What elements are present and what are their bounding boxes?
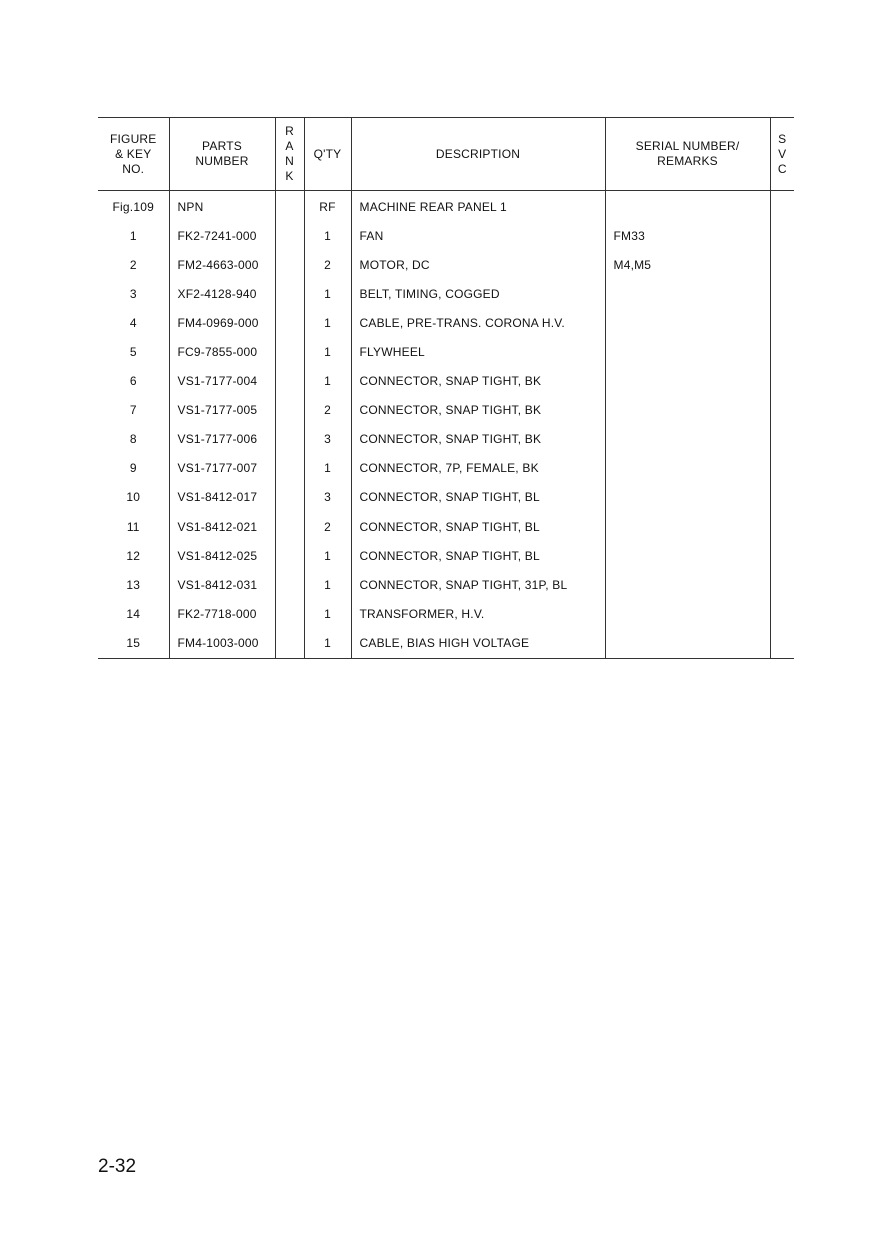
svc-cell xyxy=(770,367,794,396)
table-row xyxy=(98,191,794,222)
description-cell: BELT, TIMING, COGGED xyxy=(351,279,605,308)
description-cell: CONNECTOR, SNAP TIGHT, 31P, BL xyxy=(351,570,605,599)
serial-remarks-cell xyxy=(605,628,770,658)
description-cell: FLYWHEEL xyxy=(351,337,605,366)
qty-cell: 2 xyxy=(304,250,351,279)
header-parts-number-line: PARTS xyxy=(202,139,242,153)
table-row xyxy=(98,599,794,628)
serial-remarks-cell xyxy=(605,599,770,628)
description-cell: MACHINE REAR PANEL 1 xyxy=(351,191,605,222)
rank-cell xyxy=(275,337,304,366)
svc-cell xyxy=(770,628,794,658)
qty-cell: 2 xyxy=(304,512,351,541)
qty-cell: 1 xyxy=(304,279,351,308)
description-cell: FAN xyxy=(351,221,605,250)
qty-cell: 1 xyxy=(304,367,351,396)
header-rank-letter: K xyxy=(285,169,294,183)
table-row xyxy=(98,308,794,337)
rank-cell xyxy=(275,570,304,599)
qty-cell: 1 xyxy=(304,570,351,599)
header-parts-number xyxy=(169,118,275,191)
table-row xyxy=(98,541,794,570)
description-cell: CONNECTOR, SNAP TIGHT, BK xyxy=(351,367,605,396)
serial-remarks-cell xyxy=(605,367,770,396)
header-figure-key xyxy=(98,118,169,191)
parts-table xyxy=(98,117,794,659)
header-qty: Q'TY xyxy=(304,118,351,191)
rank-cell xyxy=(275,425,304,454)
svc-cell xyxy=(770,599,794,628)
figure-key-cell: 2 xyxy=(129,257,137,272)
rank-cell xyxy=(275,250,304,279)
table-row xyxy=(98,483,794,512)
figure-key-cell: 3 xyxy=(129,286,137,301)
serial-remarks-cell xyxy=(605,337,770,366)
qty-cell: 2 xyxy=(304,396,351,425)
figure-key-cell: 12 xyxy=(126,548,141,563)
part-number-cell: NPN xyxy=(169,191,275,222)
qty-cell: 1 xyxy=(304,337,351,366)
table-row xyxy=(98,454,794,483)
figure-key-cell: 1 xyxy=(129,228,137,243)
header-svc-letter: S xyxy=(778,131,787,146)
rank-cell xyxy=(275,541,304,570)
header-serial-remarks-line: SERIAL NUMBER/ xyxy=(635,139,740,153)
rank-cell xyxy=(275,396,304,425)
serial-remarks-cell: M4,M5 xyxy=(605,250,770,279)
rank-cell xyxy=(275,512,304,541)
part-number-cell: VS1-8412-017 xyxy=(169,483,275,512)
table-row xyxy=(98,279,794,308)
figure-key-cell: 11 xyxy=(126,519,140,534)
header-rank-letter: A xyxy=(285,139,294,153)
serial-remarks-cell xyxy=(605,570,770,599)
qty-cell: 1 xyxy=(304,221,351,250)
header-serial-remarks xyxy=(605,118,770,191)
table-row xyxy=(98,628,794,658)
header-svc-letter: C xyxy=(777,161,787,176)
figure-key-cell: 9 xyxy=(129,461,137,476)
qty-cell: 1 xyxy=(304,308,351,337)
qty-cell: 3 xyxy=(304,483,351,512)
figure-key-cell: 8 xyxy=(129,432,137,447)
rank-cell xyxy=(275,191,304,222)
rank-cell xyxy=(275,308,304,337)
table-row xyxy=(98,221,794,250)
rank-cell xyxy=(275,628,304,658)
table-row xyxy=(98,425,794,454)
figure-key-cell: Fig.109 xyxy=(112,199,154,214)
description-cell: CABLE, BIAS HIGH VOLTAGE xyxy=(351,628,605,658)
serial-remarks-cell xyxy=(605,279,770,308)
table-header-row xyxy=(98,118,794,191)
qty-cell: 1 xyxy=(304,454,351,483)
svc-cell xyxy=(770,250,794,279)
table-row xyxy=(98,367,794,396)
part-number-cell: FK2-7718-000 xyxy=(169,599,275,628)
serial-remarks-cell xyxy=(605,308,770,337)
header-svc-letter: V xyxy=(778,146,787,161)
rank-cell xyxy=(275,599,304,628)
svc-cell xyxy=(770,191,794,222)
svc-cell xyxy=(770,483,794,512)
table-row xyxy=(98,396,794,425)
part-number-cell: FC9-7855-000 xyxy=(169,337,275,366)
svc-cell xyxy=(770,425,794,454)
page-number: 2-32 xyxy=(98,1156,137,1177)
figure-key-cell: 6 xyxy=(129,374,137,389)
figure-key-cell: 4 xyxy=(129,315,137,330)
serial-remarks-cell xyxy=(605,425,770,454)
part-number-cell: VS1-7177-005 xyxy=(169,396,275,425)
svc-cell xyxy=(770,308,794,337)
part-number-cell: VS1-8412-021 xyxy=(169,512,275,541)
svc-cell xyxy=(770,221,794,250)
serial-remarks-cell xyxy=(605,512,770,541)
figure-key-cell: 5 xyxy=(129,345,137,360)
qty-cell: RF xyxy=(304,191,351,222)
description-cell: CONNECTOR, SNAP TIGHT, BL xyxy=(351,483,605,512)
part-number-cell: VS1-7177-007 xyxy=(169,454,275,483)
description-cell: CABLE, PRE-TRANS. CORONA H.V. xyxy=(351,308,605,337)
header-parts-number-line: NUMBER xyxy=(195,154,249,168)
part-number-cell: VS1-7177-004 xyxy=(169,367,275,396)
part-number-cell: VS1-8412-031 xyxy=(169,570,275,599)
rank-cell xyxy=(275,221,304,250)
description-cell: CONNECTOR, SNAP TIGHT, BK xyxy=(351,396,605,425)
figure-key-cell: 10 xyxy=(126,490,141,505)
part-number-cell: XF2-4128-940 xyxy=(169,279,275,308)
serial-remarks-cell xyxy=(605,541,770,570)
rank-cell xyxy=(275,367,304,396)
header-rank-letter: N xyxy=(285,154,294,168)
table-row xyxy=(98,250,794,279)
description-cell: CONNECTOR, 7P, FEMALE, BK xyxy=(351,454,605,483)
description-cell: CONNECTOR, SNAP TIGHT, BK xyxy=(351,425,605,454)
qty-cell: 1 xyxy=(304,599,351,628)
header-rank-letter: R xyxy=(285,124,294,138)
serial-remarks-cell: FM33 xyxy=(605,221,770,250)
figure-key-cell: 14 xyxy=(126,606,141,621)
description-cell: MOTOR, DC xyxy=(351,250,605,279)
svc-cell xyxy=(770,454,794,483)
svc-cell xyxy=(770,279,794,308)
description-cell: TRANSFORMER, H.V. xyxy=(351,599,605,628)
table-row xyxy=(98,337,794,366)
parts-table-body xyxy=(98,191,794,659)
header-svc xyxy=(770,118,794,191)
table-row xyxy=(98,570,794,599)
serial-remarks-cell xyxy=(605,483,770,512)
qty-cell: 1 xyxy=(304,541,351,570)
part-number-cell: VS1-8412-025 xyxy=(169,541,275,570)
header-description: DESCRIPTION xyxy=(351,118,605,191)
serial-remarks-cell xyxy=(605,396,770,425)
header-figure-key-line: NO. xyxy=(122,161,145,176)
qty-cell: 3 xyxy=(304,425,351,454)
svc-cell xyxy=(770,337,794,366)
serial-remarks-cell xyxy=(605,191,770,222)
header-figure-key-line: FIGURE xyxy=(109,131,157,146)
part-number-cell: FM4-1003-000 xyxy=(169,628,275,658)
header-figure-key-line: & KEY xyxy=(115,146,152,161)
figure-key-cell: 13 xyxy=(126,577,141,592)
qty-cell: 1 xyxy=(304,628,351,658)
part-number-cell: FM2-4663-000 xyxy=(169,250,275,279)
part-number-cell: FM4-0969-000 xyxy=(169,308,275,337)
rank-cell xyxy=(275,483,304,512)
serial-remarks-cell xyxy=(605,454,770,483)
svc-cell xyxy=(770,570,794,599)
description-cell: CONNECTOR, SNAP TIGHT, BL xyxy=(351,541,605,570)
svc-cell xyxy=(770,541,794,570)
header-rank xyxy=(275,118,304,191)
svc-cell xyxy=(770,512,794,541)
figure-key-cell: 7 xyxy=(129,403,137,418)
header-serial-remarks-line: REMARKS xyxy=(657,154,718,168)
part-number-cell: VS1-7177-006 xyxy=(169,425,275,454)
part-number-cell: FK2-7241-000 xyxy=(169,221,275,250)
rank-cell xyxy=(275,454,304,483)
table-row xyxy=(98,512,794,541)
rank-cell xyxy=(275,279,304,308)
svc-cell xyxy=(770,396,794,425)
figure-key-cell: 15 xyxy=(98,628,169,658)
description-cell: CONNECTOR, SNAP TIGHT, BL xyxy=(351,512,605,541)
